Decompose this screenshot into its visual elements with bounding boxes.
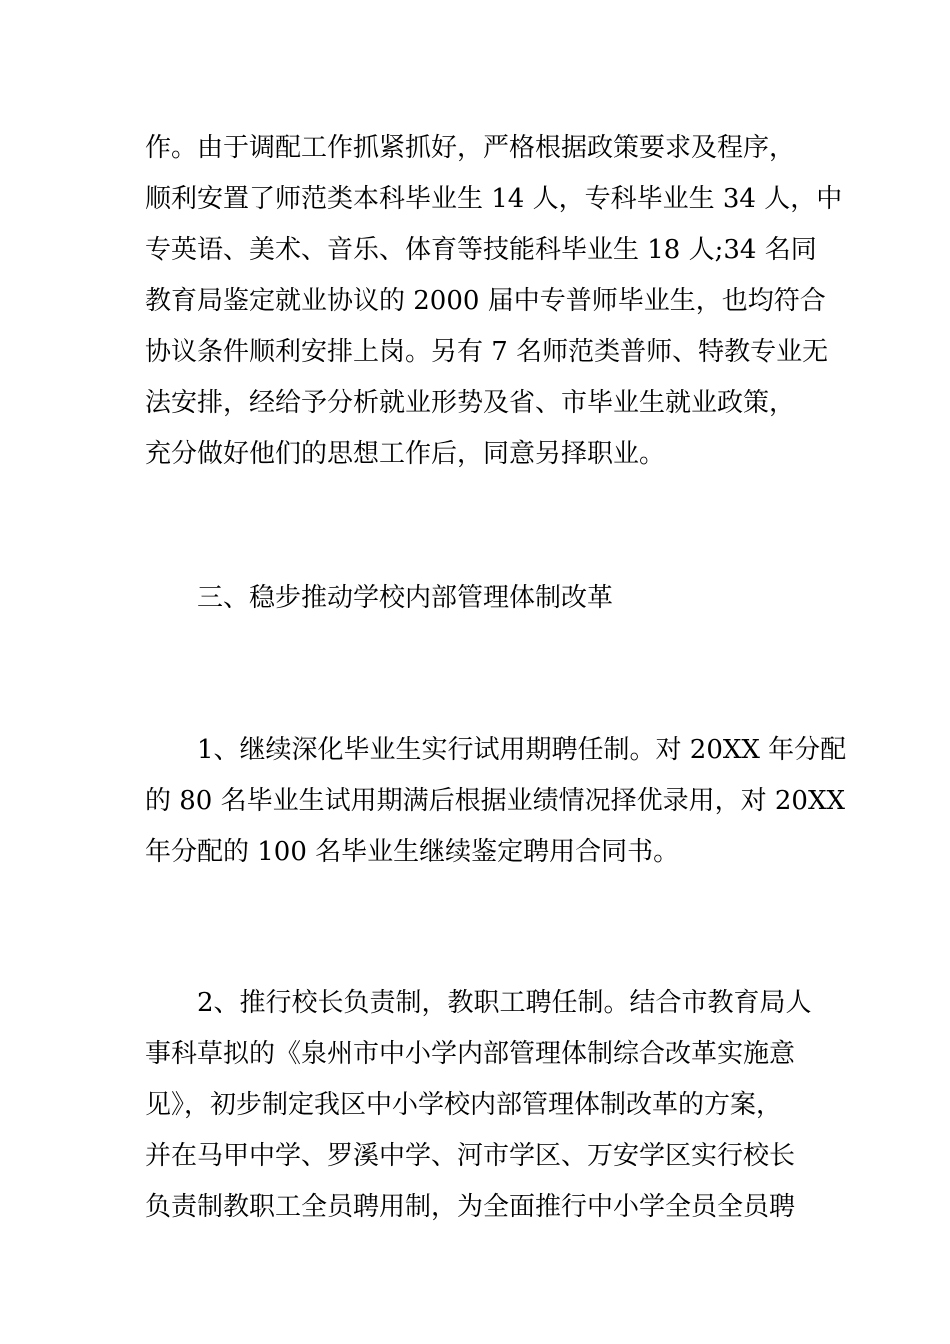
paragraph-line: 2、推行校长负责制，教职工聘任制。结合市教育局人 — [197, 988, 812, 1018]
paragraph-line: 作。由于调配工作抓紧抓好，严格根据政策要求及程序， — [145, 133, 796, 163]
paragraph-line: 专英语、美术、音乐、体育等技能科毕业生 18 人;34 名同 — [145, 235, 817, 265]
paragraph-line: 并在马甲中学、罗溪中学、河市学区、万安学区实行校长 — [145, 1141, 796, 1171]
paragraph-line: 教育局鉴定就业协议的 2000 届中专普师毕业生，也均符合 — [145, 286, 826, 316]
paragraph-line: 充分做好他们的思想工作后，同意另择职业。 — [145, 439, 666, 469]
paragraph-line: 1、继续深化毕业生实行试用期聘任制。对 20XX 年分配 — [197, 735, 847, 765]
paragraph-line: 法安排，经给予分析就业形势及省、市毕业生就业政策， — [145, 388, 796, 418]
paragraph-line: 事科草拟的《泉州市中小学内部管理体制综合改革实施意 — [145, 1039, 796, 1069]
paragraph-line: 的 80 名毕业生试用期满后根据业绩情况择优录用，对 20XX — [145, 786, 845, 816]
paragraph-line: 负责制教职工全员聘用制，为全面推行中小学全员全员聘 — [145, 1192, 796, 1222]
paragraph-line: 协议条件顺利安排上岗。另有 7 名师范类普师、特教专业无 — [145, 337, 829, 367]
paragraph-line: 年分配的 100 名毕业生继续鉴定聘用合同书。 — [145, 837, 680, 867]
section-heading: 三、稳步推动学校内部管理体制改革 — [197, 583, 614, 613]
paragraph-line: 见》，初步制定我区中小学校内部管理体制改革的方案， — [145, 1090, 783, 1120]
paragraph-line: 顺利安置了师范类本科毕业生 14 人，专科毕业生 34 人，中 — [145, 184, 843, 214]
